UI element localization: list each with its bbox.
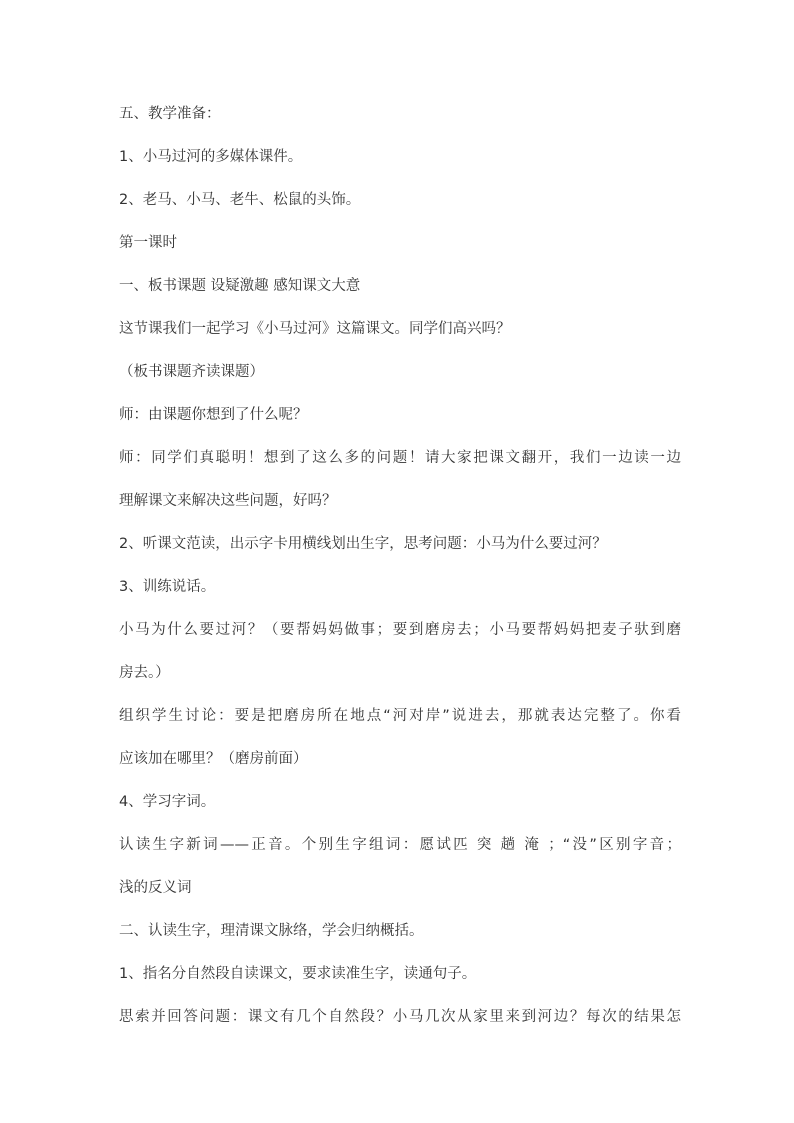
paragraph-line: 房去。） — [119, 665, 170, 681]
step-heading-1: 一、板书课题 设疑激趣 感知课文大意 — [119, 278, 361, 294]
paragraph-line: 组织学生讨论：要是把磨房所在地点“河对岸”说进去，那就表达完整了。你看 — [119, 708, 681, 724]
paragraph-line: 这节课我们一起学习《小马过河》这篇课文。同学们高兴吗？ — [119, 321, 511, 337]
paragraph-line: 浅的反义词 — [119, 880, 192, 896]
prep-item-1: 1、小马过河的多媒体课件。 — [119, 149, 303, 165]
paragraph-line: （板书课题齐读课题） — [119, 364, 264, 380]
sub-step-heading: 3、训练说话。 — [119, 579, 216, 595]
paragraph-line: 师：由课题你想到了什么呢？ — [119, 407, 308, 423]
paragraph-line: 思索并回答问题：课文有几个自然段？小马几次从家里来到河边？每次的结果怎 — [119, 1009, 681, 1025]
sub-step-heading: 4、学习字词。 — [119, 794, 216, 810]
paragraph-line: 小马为什么要过河？（要帮妈妈做事；要到磨房去；小马要帮妈妈把麦子驮到磨 — [119, 622, 681, 638]
section-heading-teaching-prep: 五、教学准备： — [119, 106, 221, 122]
prep-item-2: 2、老马、小马、老牛、松鼠的头饰。 — [119, 192, 361, 208]
paragraph-line: 师：同学们真聪明！想到了这么多的问题！请大家把课文翻开，我们一边读一边 — [119, 450, 681, 466]
paragraph-line: 理解课文来解决这些问题，好吗？ — [119, 493, 337, 509]
step-heading-2: 二、认读生字，理清课文脉络，学会归纳概括。 — [119, 923, 424, 939]
paragraph-line: 应该加在哪里？（磨房前面） — [119, 751, 308, 767]
paragraph-line: 认读生字新词——正音。个别生字组词：愿试匹 突 趟 淹 ；“没”区别字音； — [119, 837, 681, 853]
paragraph-line: 2、听课文范读，出示字卡用横线划出生字，思考问题：小马为什么要过河？ — [119, 536, 607, 552]
document-body — [119, 104, 681, 1050]
paragraph-line: 1、指名分自然段自读课文，要求读准生字，读通句子。 — [119, 966, 477, 982]
lesson-heading: 第一课时 — [119, 235, 177, 251]
